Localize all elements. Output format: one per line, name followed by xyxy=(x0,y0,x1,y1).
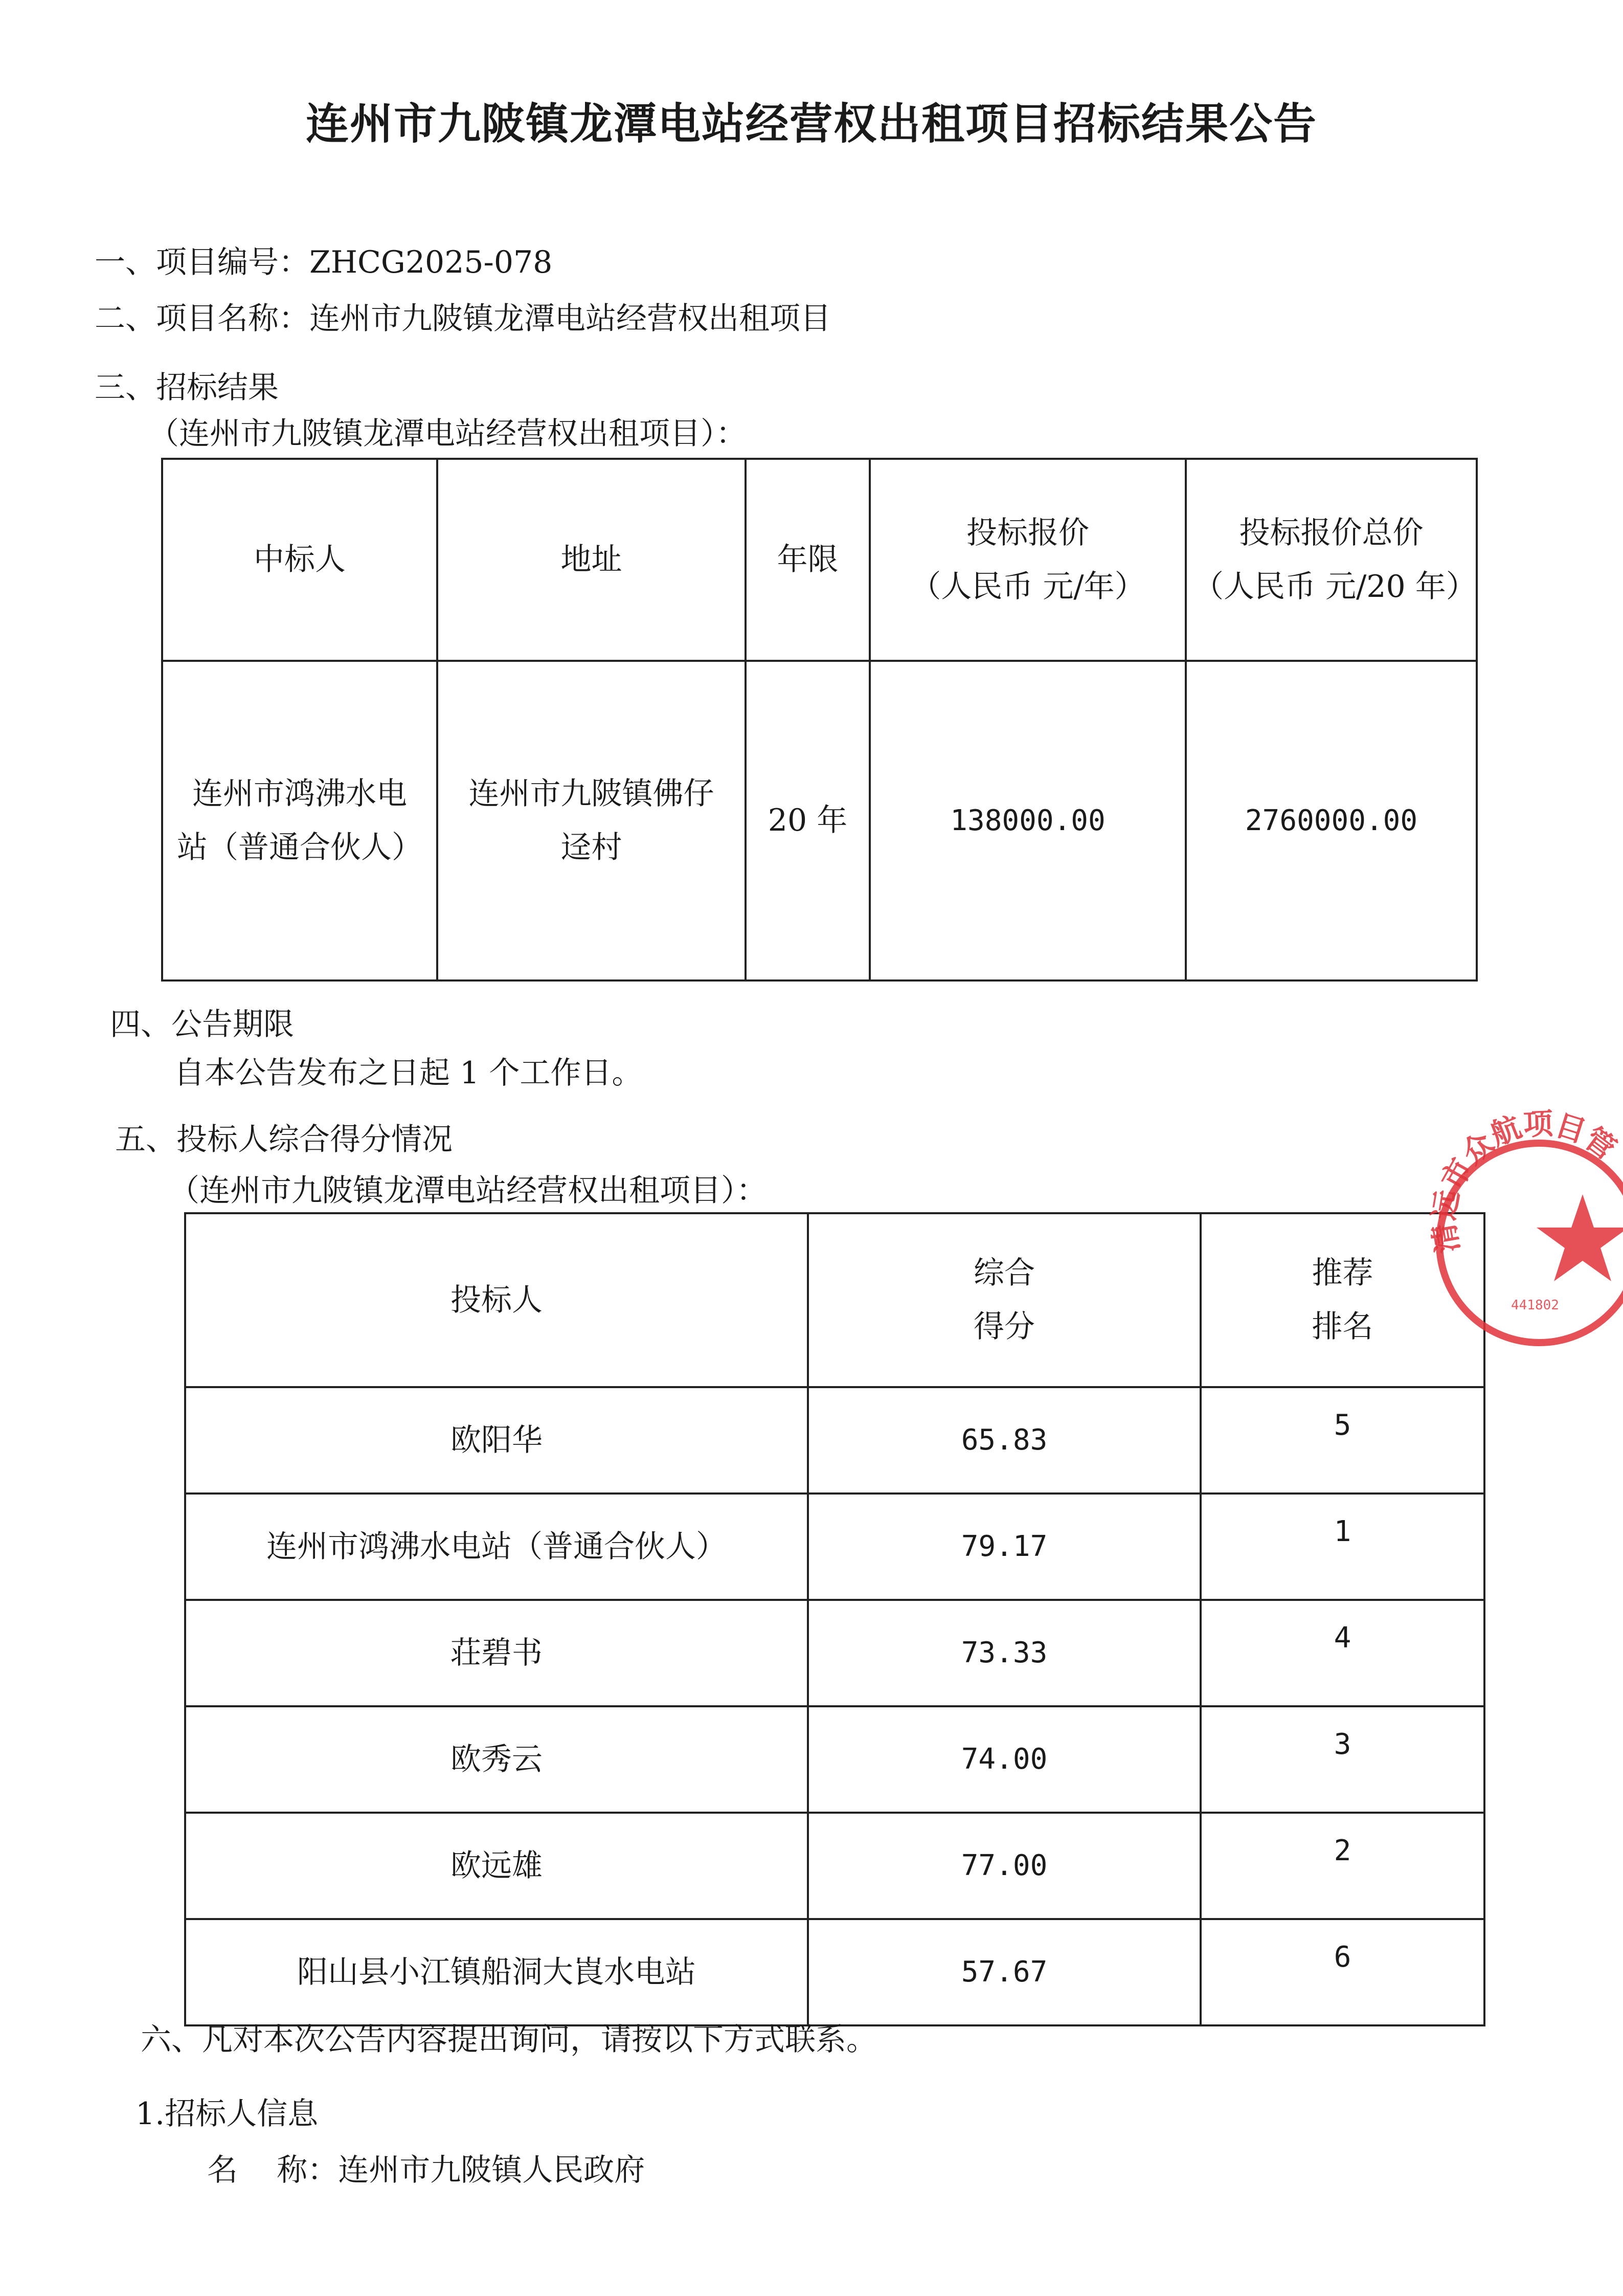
header-price xyxy=(870,459,1186,661)
score-header-row xyxy=(185,1213,1484,1387)
header-address: 地址 xyxy=(437,459,746,661)
header-total xyxy=(1186,459,1477,661)
header-years: 年限 xyxy=(746,459,870,661)
bidder-cell: 欧秀云 xyxy=(185,1706,808,1813)
notice-period-heading: 四、公告期限 xyxy=(110,1007,294,1042)
winner-line2: 站（普通合伙人） xyxy=(177,829,422,865)
table-row xyxy=(185,1387,1484,1493)
bidder-cell: 连州市鸿沸水电站（普通合伙人） xyxy=(185,1493,808,1600)
years-cell: 20 年 xyxy=(746,661,870,980)
score-cell: 74.00 xyxy=(808,1706,1201,1813)
table-row xyxy=(185,1706,1484,1813)
result-header-row xyxy=(162,459,1477,661)
seal-star-icon xyxy=(1537,1194,1623,1281)
score-heading: 五、投标人综合得分情况 xyxy=(115,1122,453,1157)
header-total-line1: 投标报价总价 xyxy=(1239,515,1424,551)
official-seal-stamp xyxy=(1426,1106,1623,1348)
contact-heading: 六、凡对本次公告内容提出询问，请按以下方式联系。 xyxy=(141,2022,877,2058)
rank-cell: 5 xyxy=(1201,1387,1484,1493)
header-price-line2: （人民币 元/年） xyxy=(910,568,1145,605)
bid-result-caption: （连州市九陂镇龙潭电站经营权出租项目）： xyxy=(148,416,747,452)
bidder-cell: 欧远雄 xyxy=(185,1813,808,1919)
rank-cell: 2 xyxy=(1201,1813,1484,1919)
header-total-line2: （人民币 元/20 年） xyxy=(1193,568,1477,605)
rank-cell: 1 xyxy=(1201,1493,1484,1600)
table-row xyxy=(185,1600,1484,1706)
address-line1: 连州市九陂镇佛仔 xyxy=(468,775,714,812)
result-data-row xyxy=(162,661,1477,980)
score-cell: 65.83 xyxy=(808,1387,1201,1493)
header-rank-line2: 排名 xyxy=(1312,1309,1373,1345)
project-name-line: 二、项目名称：连州市九陂镇龙潭电站经营权出租项目 xyxy=(95,301,831,337)
header-score-line1: 综合 xyxy=(974,1255,1035,1291)
project-number-line: 一、项目编号：ZHCG2025-078 xyxy=(95,244,553,280)
tenderer-info-heading: 1.招标人信息 xyxy=(136,2096,319,2132)
price-cell: 138000.00 xyxy=(870,661,1186,980)
score-cell: 73.33 xyxy=(808,1600,1201,1706)
seal-text-path: 清远市众航项目管 xyxy=(1426,1106,1622,1256)
table-row xyxy=(185,1813,1484,1919)
tenderer-name-value: 连州市九陂镇人民政府 xyxy=(338,2152,645,2188)
address-line2: 迳村 xyxy=(560,829,622,865)
rank-cell: 6 xyxy=(1201,1919,1484,2025)
table-row xyxy=(185,1919,1484,2025)
table-row xyxy=(185,1493,1484,1600)
header-score-line2: 得分 xyxy=(974,1309,1035,1345)
header-price-line1: 投标报价 xyxy=(966,515,1089,551)
rank-cell: 4 xyxy=(1201,1600,1484,1706)
header-rank-line1: 推荐 xyxy=(1312,1255,1373,1291)
header-bidder: 投标人 xyxy=(185,1213,808,1387)
notice-period-text: 自本公告发布之日起 1 个工作日。 xyxy=(174,1055,643,1091)
document-title: 连州市九陂镇龙潭电站经营权出租项目招标结果公告 xyxy=(305,99,1317,149)
score-cell: 57.67 xyxy=(808,1919,1201,2025)
header-score xyxy=(808,1213,1201,1387)
winner-line1: 连州市鸿沸水电 xyxy=(192,775,407,812)
score-caption: （连州市九陂镇龙潭电站经营权出租项目）： xyxy=(169,1173,767,1209)
bidder-cell: 阳山县小江镇船洞大崀水电站 xyxy=(185,1919,808,2025)
seal-code: 441802 xyxy=(1511,1298,1559,1313)
bidder-cell: 荘碧书 xyxy=(185,1600,808,1706)
tenderer-name-label: 名 称： xyxy=(207,2152,339,2188)
rank-cell: 3 xyxy=(1201,1706,1484,1813)
score-cell: 79.17 xyxy=(808,1493,1201,1600)
header-winner: 中标人 xyxy=(162,459,437,661)
winner-cell xyxy=(162,661,437,980)
bidder-cell: 欧阳华 xyxy=(185,1387,808,1493)
total-cell: 2760000.00 xyxy=(1186,661,1477,980)
score-table xyxy=(184,1212,1485,2026)
address-cell xyxy=(437,661,746,980)
score-cell: 77.00 xyxy=(808,1813,1201,1919)
bid-result-heading: 三、招标结果 xyxy=(95,370,279,406)
bid-result-table xyxy=(161,458,1478,982)
tenderer-name-line xyxy=(207,2146,645,2190)
